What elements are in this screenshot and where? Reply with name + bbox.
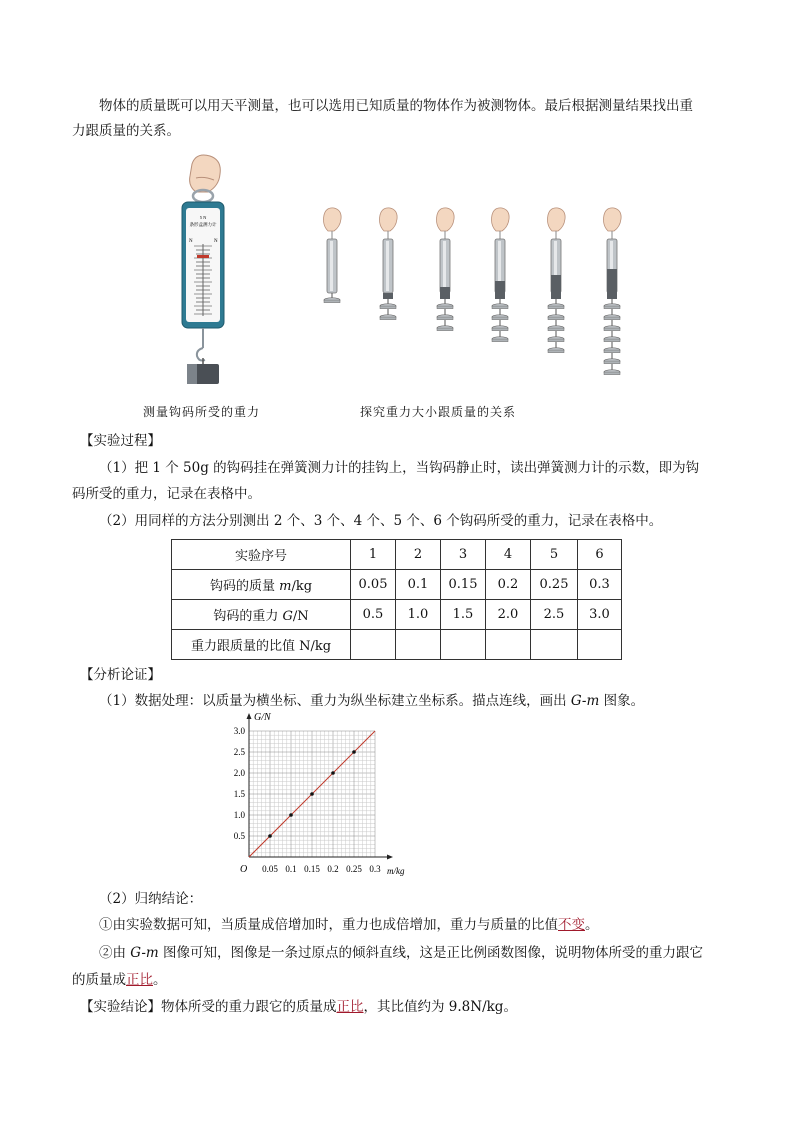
analysis-heading: 【分析论证】 [80, 667, 161, 683]
mass-cell: 0.05 [351, 570, 396, 600]
weight-cell: 2.5 [531, 600, 578, 630]
y-tick-label: 1.5 [233, 789, 245, 799]
ratio-cell [396, 630, 441, 660]
x-tick-label: 0.15 [304, 864, 320, 874]
row-header-ratio: 重力跟质量的比值 N/kg [172, 630, 351, 660]
seq-cell: 1 [351, 540, 396, 570]
row-header-mass [172, 570, 351, 600]
analysis-step1-text: （1）数据处理：以质量为横坐标、重力为纵坐标建立坐标系。描点连线，画出 [99, 693, 571, 709]
process-heading: 【实验过程】 [80, 433, 161, 449]
experiment-conclusion [80, 997, 517, 1017]
conclusion-1-tail: 。 [585, 917, 599, 933]
weight-cell: 3.0 [578, 600, 622, 630]
weight-cell: 1.0 [396, 600, 441, 630]
conclusion-heading: 【实验结论】 [80, 999, 161, 1015]
scale-capacity-label: 5 N [199, 215, 207, 220]
row-header-seq: 实验序号 [172, 540, 351, 570]
weight-header-text: 钩码的重力 [213, 609, 283, 624]
intro-line-2: 力跟质量的关系。 [72, 123, 180, 139]
seq-cell: 6 [578, 540, 622, 570]
x-tick-label: 0.25 [346, 864, 362, 874]
caption-right: 探究重力大小跟质量的关系 [360, 405, 517, 419]
conclusion-2-line1 [99, 943, 703, 963]
data-point [331, 771, 335, 775]
weight-header-var: G [282, 609, 293, 624]
data-point [352, 750, 356, 754]
ratio-cell [531, 630, 578, 660]
process-step1-line1: （1）把 1 个 50g 的钩码挂在弹簧测力计的挂钩上，当钩码静止时，读出弹簧测力计的示数，即为钩 [99, 460, 700, 476]
spring-scale-figure [170, 152, 240, 392]
conclusion-2-text: ②由 [99, 945, 131, 961]
y-tick-label: 3.0 [233, 726, 245, 736]
weight-cell: 1.5 [441, 600, 486, 630]
data-point [268, 834, 272, 838]
data-point [289, 813, 293, 817]
y-tick-label: 0.5 [233, 831, 245, 841]
conclusion-1 [99, 915, 599, 935]
x-tick-label: 0.2 [327, 864, 339, 874]
seq-cell: 5 [531, 540, 578, 570]
analysis-step1-var: G-m [570, 693, 600, 709]
mass-header-unit: /kg [291, 579, 313, 594]
conclusion-2-line2-text: 的质量成 [72, 972, 126, 988]
scale-unit-left: N [189, 239, 193, 244]
weight-cell: 2.0 [486, 600, 531, 630]
mass-header-var: m [279, 579, 292, 594]
conclusion-tail: ，其比值约为 9.8N/kg。 [363, 999, 517, 1015]
weight-cell: 0.5 [351, 600, 396, 630]
x-axis-arrow [387, 855, 393, 860]
conclusion-2-tail: 图像可知，图像是一条过原点的倾斜直线，这是正比例函数图像，说明物体所受的重力跟它 [158, 945, 703, 961]
table-row-seq [172, 540, 622, 570]
conclusion-answer: 正比 [336, 999, 364, 1015]
analysis-step1 [99, 691, 644, 711]
process-step2: （2）用同样的方法分别测出 2 个、3 个、4 个、5 个、6 个钩码所受的重力，记录在表格中。 [99, 513, 663, 529]
scale-unit-right: N [214, 239, 218, 244]
table-row-weight [172, 600, 622, 630]
x-tick-label: 0.3 [369, 864, 381, 874]
table-row-ratio [172, 630, 622, 660]
ratio-cell [486, 630, 531, 660]
intro-line-1: 物体的质量既可以用天平测量，也可以选用已知质量的物体作为被测物体。最后根据测量结果找出重 [99, 98, 693, 114]
mass-cell: 0.15 [441, 570, 486, 600]
row-header-weight [172, 600, 351, 630]
scale-name-label: 条形盒测力计 [189, 222, 217, 227]
seq-cell: 4 [486, 540, 531, 570]
ratio-cell [351, 630, 396, 660]
caption-left: 测量钩码所受的重力 [143, 405, 261, 419]
conclusion-2-var: G-m [130, 945, 159, 961]
ratio-cell [578, 630, 622, 660]
ratio-cell [441, 630, 486, 660]
conclusion-2-line2 [72, 970, 167, 990]
seq-cell: 3 [441, 540, 486, 570]
mass-cell: 0.25 [531, 570, 578, 600]
origin-label: O [240, 864, 248, 875]
y-tick-label: 2.5 [233, 747, 245, 757]
weight-header-unit: /N [292, 609, 309, 624]
conclusion-1-text: ①由实验数据可知，当质量成倍增加时，重力也成倍增加，重力与质量的比值 [99, 917, 558, 933]
seq-cell: 2 [396, 540, 441, 570]
weights-series-figure [315, 205, 635, 395]
x-axis-label: m/kg [387, 866, 405, 876]
y-tick-label: 2.0 [233, 768, 245, 778]
process-step1-line2: 码所受的重力，记录在表格中。 [72, 486, 261, 502]
mass-header-text: 钩码的质量 [209, 579, 280, 594]
g-m-chart [225, 712, 415, 882]
analysis-step1-tail: 图象。 [599, 693, 645, 709]
y-axis-arrow [247, 713, 252, 719]
analysis-step2: （2）归纳结论： [99, 891, 203, 907]
y-axis-label: G/N [254, 712, 271, 723]
conclusion-text: 物体所受的重力跟它的质量成 [161, 999, 337, 1015]
conclusion-2-answer: 正比 [126, 972, 153, 988]
mass-cell: 0.2 [486, 570, 531, 600]
mass-cell: 0.1 [396, 570, 441, 600]
x-tick-label: 0.05 [262, 864, 278, 874]
data-point [310, 792, 314, 796]
x-tick-label: 0.1 [285, 864, 297, 874]
table-row-mass [172, 570, 622, 600]
conclusion-1-answer: 不变 [558, 917, 585, 933]
mass-cell: 0.3 [578, 570, 622, 600]
y-tick-label: 1.0 [233, 810, 245, 820]
conclusion-2-line2-tail: 。 [153, 972, 167, 988]
data-table [171, 539, 622, 660]
